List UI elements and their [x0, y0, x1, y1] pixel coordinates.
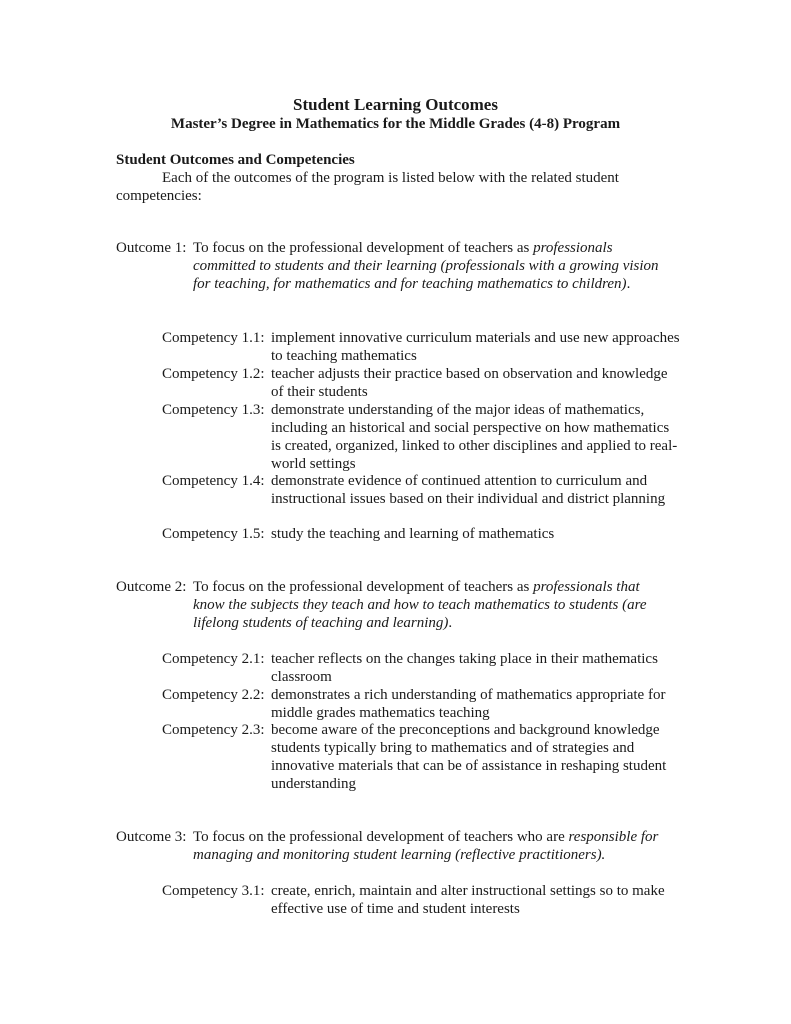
- competency-text: become aware of the preconceptions and background knowledge students typically bring to mathematics and of strategies and innovative materials that can be of assistance in reshaping student understanding: [271, 722, 667, 792]
- competency-label: Competency 2.2:: [162, 687, 265, 703]
- competency-label: Competency 1.4:: [162, 473, 265, 489]
- outcome-text: [193, 239, 673, 293]
- outcome-text-plain: To focus on the professional development of teachers as: [193, 579, 534, 595]
- competency-text: teacher reflects on the changes taking place in their mathematics classroom: [271, 651, 658, 685]
- section-heading: Student Outcomes and Competencies: [116, 152, 355, 168]
- outcome-text: [193, 828, 673, 864]
- outcome-label: Outcome 1:: [116, 240, 187, 256]
- competency-text: create, enrich, maintain and alter instructional settings so to make effective use of time and student interests: [271, 883, 665, 917]
- outcome-label: Outcome 2:: [116, 579, 187, 595]
- competency-text: demonstrates a rich understanding of mathematics appropriate for middle grades mathematics teaching: [271, 687, 666, 721]
- competency-label: Competency 2.3:: [162, 722, 265, 738]
- competency-label: Competency 2.1:: [162, 651, 265, 667]
- competency-text: teacher adjusts their practice based on observation and knowledge of their students: [271, 366, 668, 400]
- competency-label: Competency 1.5:: [162, 526, 265, 542]
- competency-label: Competency 3.1:: [162, 883, 265, 899]
- outcome-text-italic: professionals that know the subjects they teach and how to teach mathematics to students (are lifelong students of teaching and learning): [193, 579, 647, 631]
- competency-text: demonstrate evidence of continued attention to curriculum and instructional issues based on their individual and district planning: [271, 473, 666, 507]
- outcome-text-italic: professionals committed to students and their learning (professionals with a growing vision for teaching, for mathematics and for teaching mathematics to children): [193, 240, 659, 292]
- outcome-text-italic: responsible for managing and monitoring student learning (reflective practitioners).: [193, 829, 659, 863]
- outcome-text: [193, 578, 673, 632]
- outcome-text-plain: To focus on the professional development of teachers as: [193, 240, 534, 256]
- competency-text: implement innovative curriculum materials and use new approaches to teaching mathematics: [271, 330, 680, 364]
- outcome-text-end: .: [626, 276, 631, 292]
- competency-label: Competency 1.1:: [162, 330, 265, 346]
- intro-paragraph: Each of the outcomes of the program is listed below with the related student competencies:: [116, 170, 619, 204]
- page-subtitle: Master’s Degree in Mathematics for the Middle Grades (4-8) Program: [170, 116, 621, 132]
- outcome-label: Outcome 3:: [116, 829, 187, 845]
- competency-label: Competency 1.3:: [162, 402, 265, 418]
- competency-text: study the teaching and learning of mathematics: [271, 526, 555, 542]
- outcome-text-end: .: [448, 615, 453, 631]
- competency-text: demonstrate understanding of the major ideas of mathematics, including an historical and social perspective on how mathematics is created, organized, linked to other disciplines and applied to real-world settings: [271, 402, 678, 472]
- page-title: Student Learning Outcomes: [293, 95, 498, 114]
- outcome-text-plain: To focus on the professional development of teachers who are: [193, 829, 569, 845]
- competency-label: Competency 1.2:: [162, 366, 265, 382]
